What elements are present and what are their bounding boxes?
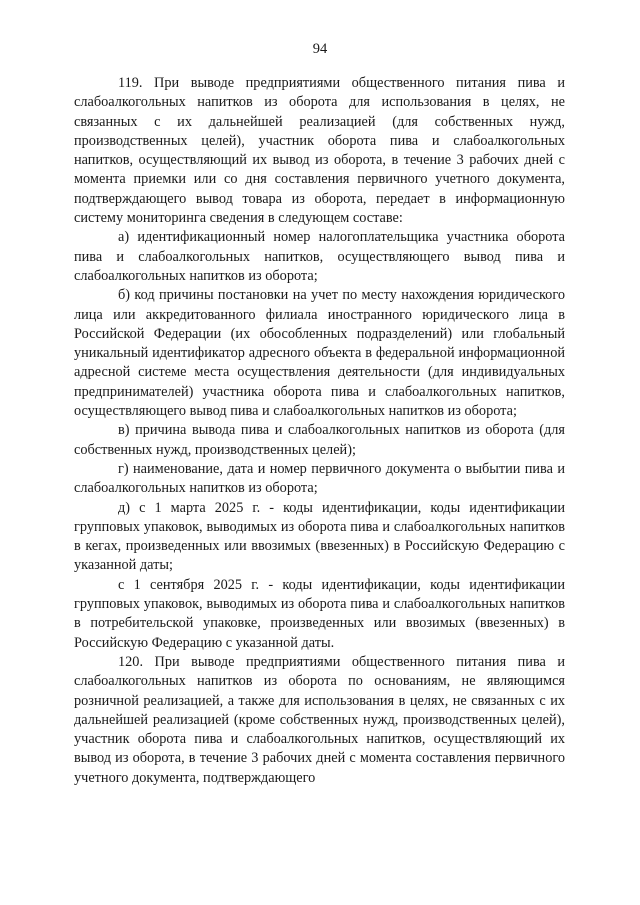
paragraph-item-a: а) идентификационный номер налогоплательщика участника оборота пива и слабоалкогольных напитков, осуществляющего вывод пива и слабоалкогольных напитков из оборота; [74, 229, 565, 284]
paragraph-120: 120. При выводе предприятиями общественного питания пива и слабоалкогольных напитков из оборота по основаниям, не являющимся розничной реализацией, а также для использования в целях, не связанных с их дальнейшей реализацией (кроме собственных нужд, производственных целей), участник оборота пива и слабоалкогольных напитков, осуществляющий их вывод из оборота, в течение 3 рабочих дней с момента составления первичного учетного документа, подтверждающего [74, 653, 565, 786]
paragraph-item-d-continued: с 1 сентября 2025 г. - коды идентификации, коды идентификации групповых упаковок, выводимых из оборота пива и слабоалкогольных напитков в потребительской упаковке, произведенных или ввозимых (ввезенных) в Российскую Федерацию с указанной даты. [74, 576, 565, 651]
paragraph-119: 119. При выводе предприятиями общественного питания пива и слабоалкогольных напитков из оборота для использования в целях, не связанных с их дальнейшей реализацией (для собственных нужд, производственных целей), участник оборота пива и слабоалкогольных напитков, осуществляющий их вывод из оборота, в течение 3 рабочих дней с момента приемки или со дня составления первичного учетного документа, подтверждающего вывод товара из оборота, передает в информационную систему мониторинга сведения в следующем составе: [74, 75, 565, 227]
page-number: 94 [312, 41, 328, 57]
paragraph-item-g: г) наименование, дата и номер первичного документа о выбытии пива и слабоалкогольных напитков из оборота; [74, 460, 565, 497]
document-body [74, 74, 565, 788]
paragraph-item-d: д) с 1 марта 2025 г. - коды идентификации, коды идентификации групповых упаковок, выводимых из оборота пива и слабоалкогольных напитков в кегах, произведенных или ввозимых (ввезенных) в Российскую Федерацию с указанной даты; [74, 499, 565, 574]
paragraph-item-b: б) код причины постановки на учет по месту нахождения юридического лица или аккредитованного филиала иностранного юридического лица в Российской Федерации (их обособленных подразделений) или глобальный уникальный идентификатор адресного объекта в федеральной информационной адресной системе места осуществления деятельности (для индивидуальных предпринимателей) участника оборота пива и слабоалкогольных напитков, осуществляющего вывод пива и слабоалкогольных напитков из оборота; [74, 287, 565, 420]
paragraph-item-v: в) причина вывода пива и слабоалкогольных напитков из оборота (для собственных нужд, производственных целей); [74, 422, 565, 458]
